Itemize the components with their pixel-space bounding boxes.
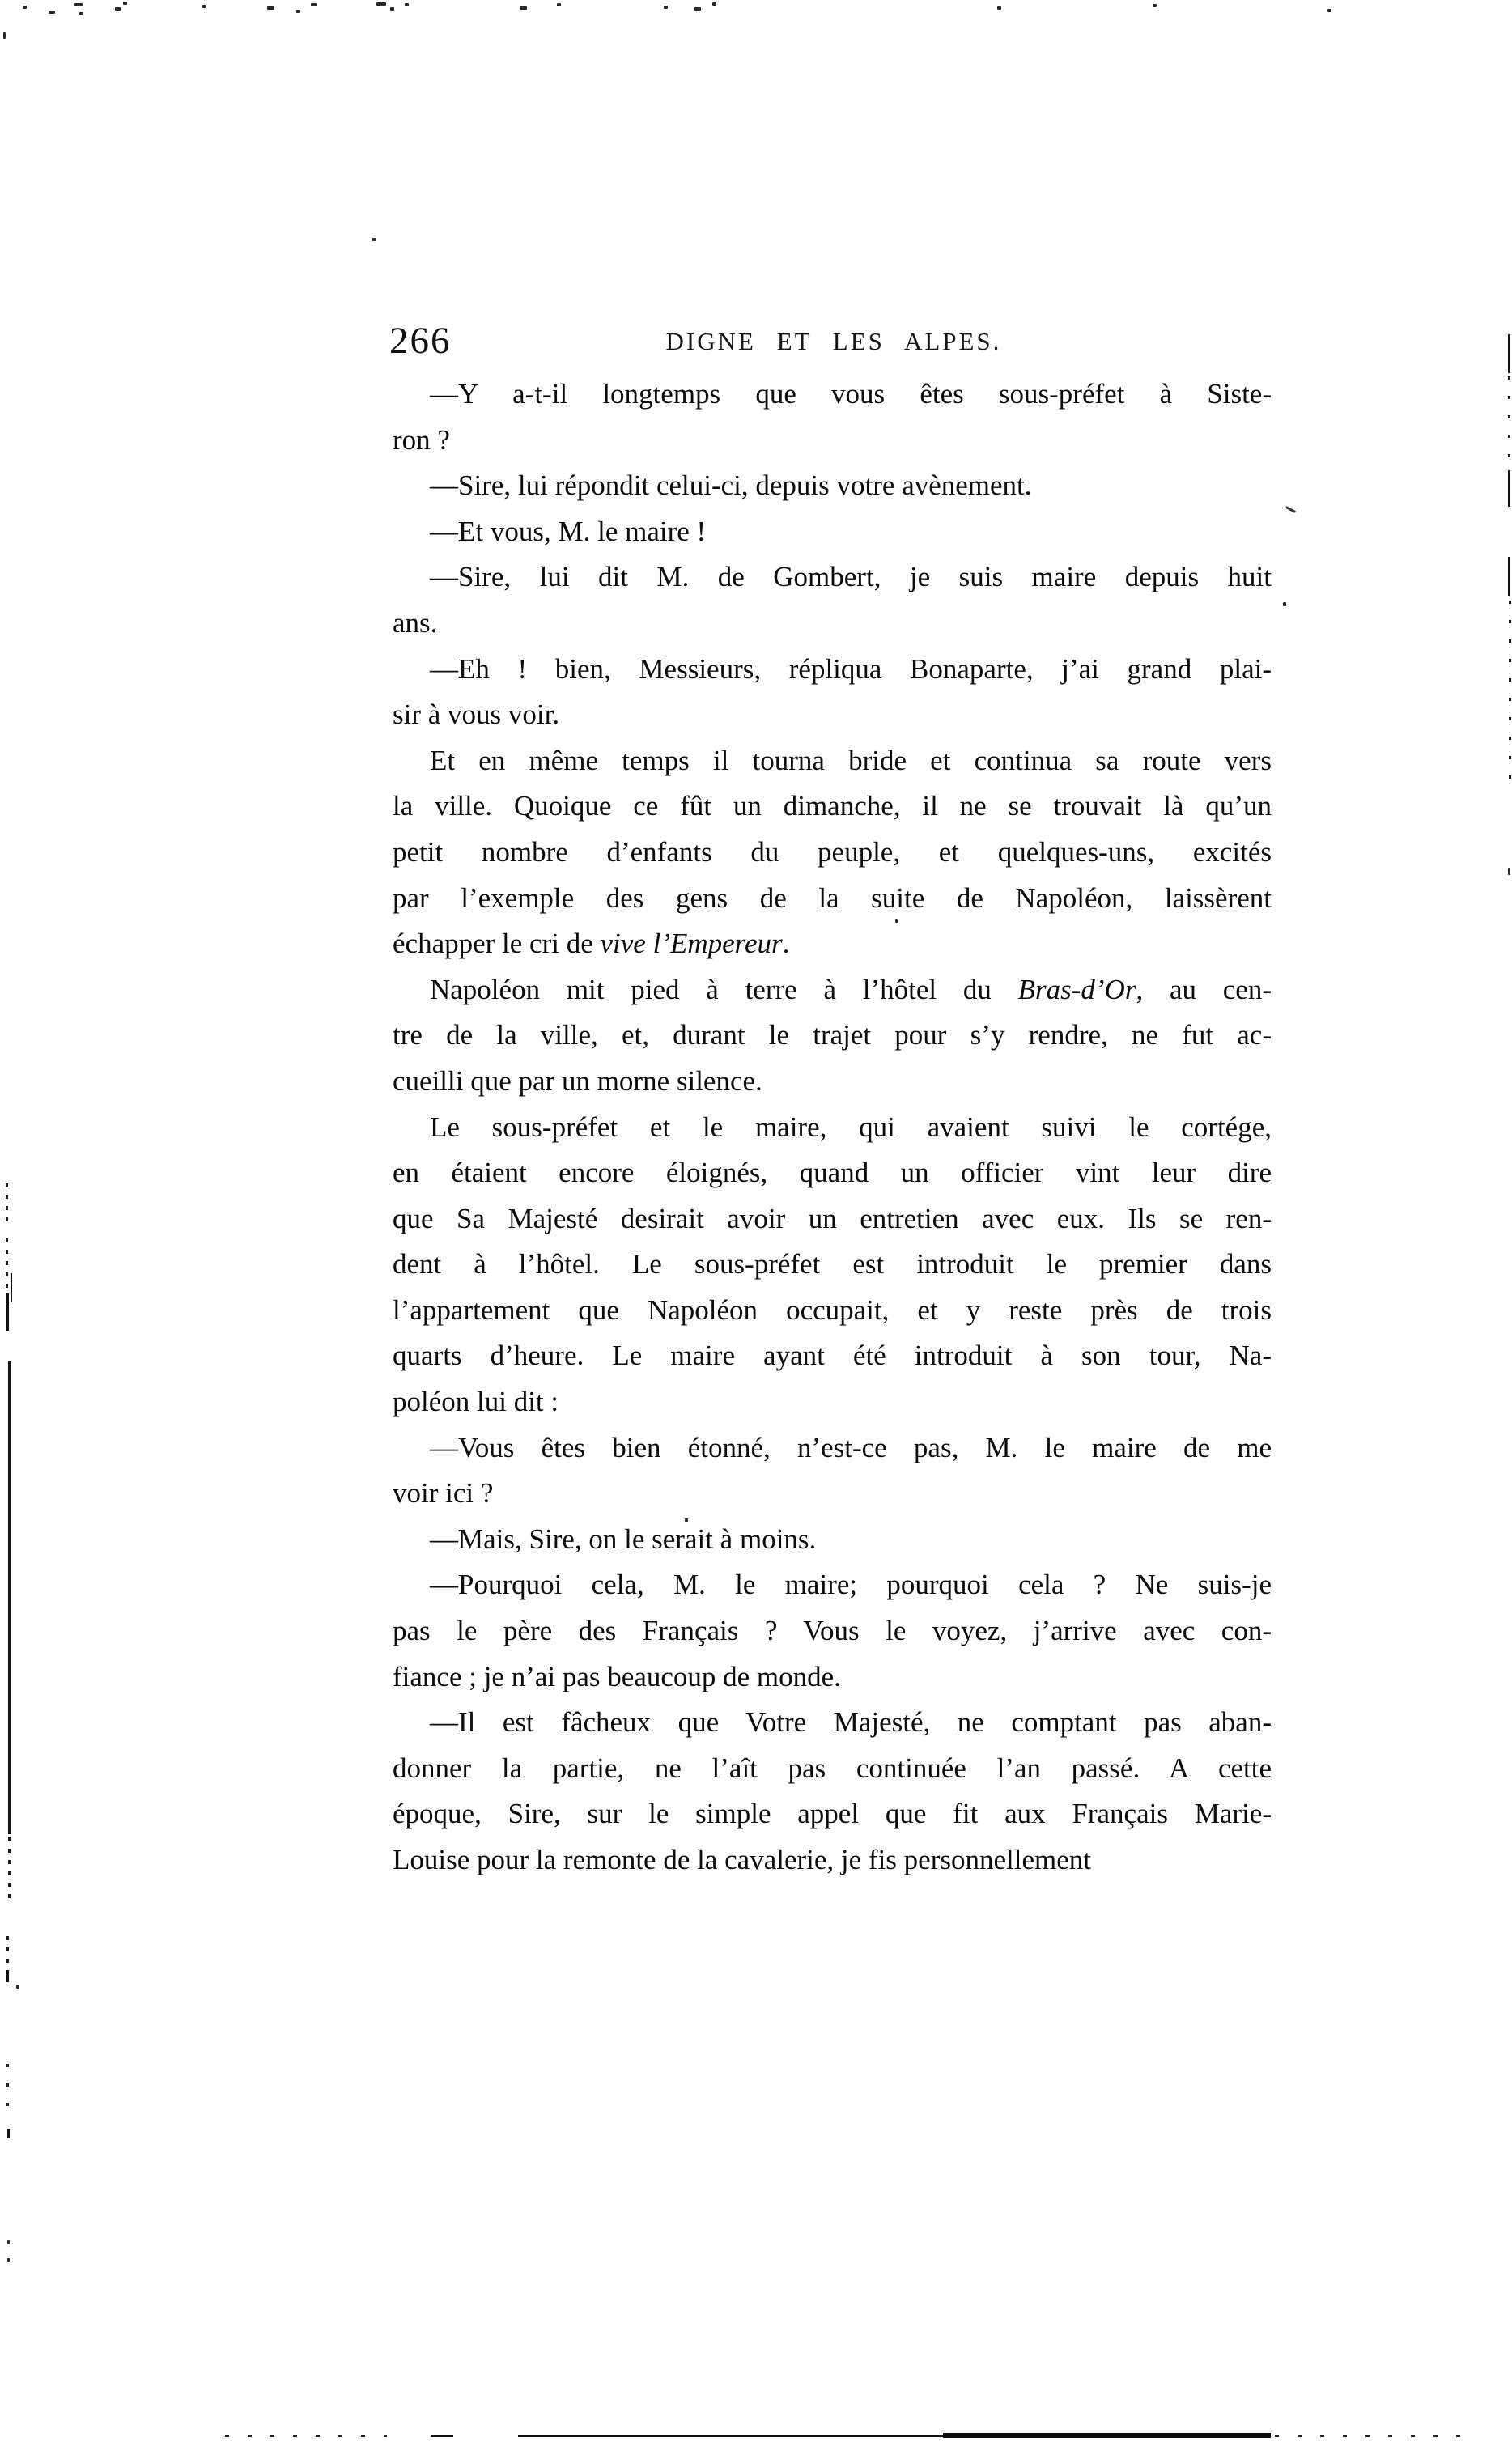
text-line-25 (393, 1471, 1272, 1517)
text-line-11 (393, 830, 1272, 876)
text-segment: —Il est fâcheux que Votre Majesté, ne comptant pas aban- (430, 1706, 1272, 1739)
scan-artifact (16, 1985, 19, 1989)
scan-artifact (7, 2258, 10, 2262)
scan-artifact (372, 238, 376, 241)
text-line-27 (393, 1562, 1272, 1608)
text-segment: Et en même temps il tourna bride et continua sa route vers (430, 744, 1272, 776)
text-line-13 (393, 921, 1272, 967)
scan-artifact (943, 2433, 1271, 2438)
scan-artifact (376, 2, 386, 6)
scan-artifact (712, 2, 716, 6)
scan-artifact (1285, 506, 1296, 513)
text-segment: fiance ; je n’ai pas beaucoup de monde. (393, 1660, 841, 1692)
italic-phrase: vive l’Empereur (600, 928, 783, 960)
text-line-5 (393, 554, 1272, 601)
scan-artifact (1283, 602, 1286, 606)
text-line-31 (393, 1746, 1272, 1792)
scan-artifact (6, 1238, 8, 1290)
text-line-19 (393, 1196, 1272, 1242)
scan-artifact (296, 10, 300, 13)
text-line-14 (393, 967, 1272, 1013)
italic-phrase: Bras-d’Or (1017, 973, 1136, 1005)
text-line-28 (393, 1608, 1272, 1654)
text-line-18 (393, 1150, 1272, 1196)
text-line-30 (393, 1700, 1272, 1746)
scan-artifact (1153, 4, 1157, 7)
text-segment: poléon lui dit : (393, 1386, 559, 1418)
text-segment: l’appartement que Napoléon occupait, et y reste près de trois (393, 1293, 1272, 1326)
text-segment: quarts d’heure. Le maire ayant été introduit à son tour, Na- (393, 1340, 1272, 1372)
scan-artifact (123, 2, 127, 5)
text-line-17 (393, 1105, 1272, 1151)
scan-artifact (431, 2435, 453, 2437)
scan-artifact (23, 6, 27, 9)
text-segment: ron ? (393, 423, 450, 456)
scan-artifact (74, 3, 83, 6)
page-number: 266 (389, 320, 452, 362)
text-line-3 (393, 463, 1272, 509)
scan-artifact (267, 6, 274, 10)
scan-artifact (49, 11, 55, 14)
running-header: DIGNE ET LES ALPES. (665, 327, 1002, 355)
scan-artifact (115, 7, 121, 11)
text-segment: pas le père des Français ? Vous le voyez, j’arrive avec con- (393, 1615, 1272, 1647)
text-segment: —Et vous, M. le maire ! (430, 515, 707, 547)
text-line-10 (393, 784, 1272, 830)
scan-artifact (664, 6, 668, 9)
text-line-29 (393, 1654, 1272, 1701)
scan-artifact (6, 1293, 9, 1331)
scan-artifact (520, 6, 527, 10)
scan-artifact (6, 2064, 9, 2114)
text-segment: —Y a-t-il longtemps que vous êtes sous-préfet à Siste- (430, 378, 1272, 410)
text-segment: Napoléon mit pied à terre à l’hôtel du (430, 973, 1018, 1005)
text-segment: tre de la ville, et, durant le trajet pour s’y rendre, ne fut ac- (393, 1019, 1272, 1051)
scan-artifact (405, 3, 409, 6)
text-line-9 (393, 738, 1272, 784)
text-segment: en étaient encore éloignés, quand un officier vint leur dire (393, 1157, 1272, 1189)
text-line-26 (393, 1517, 1272, 1563)
scan-artifact (6, 1970, 9, 1982)
text-segment: —Mais, Sire, on le serait à moins. (430, 1523, 817, 1555)
text-segment: Louise pour la remonte de la cavalerie, je fis personnellement (393, 1844, 1091, 1875)
text-line-22 (393, 1333, 1272, 1379)
text-segment: . (782, 928, 790, 960)
scan-artifact (685, 1518, 688, 1522)
scan-artifact (1508, 557, 1510, 596)
text-line-12 (393, 876, 1272, 922)
text-segment: par l’exemple des gens de la suite de Napoléon, laissèrent (393, 881, 1272, 914)
text-segment: dent à l’hôtel. Le sous-préfet est introduit le premier dans (393, 1248, 1272, 1280)
text-segment: petit nombre d’enfants du peuple, et quelques-uns, excités (393, 835, 1272, 868)
text-segment: la ville. Quoique ce fût un dimanche, il ne se trouvait là qu’un (393, 790, 1272, 822)
scan-artifact (1509, 601, 1511, 787)
text-line-6 (393, 601, 1272, 647)
text-line-16 (393, 1059, 1272, 1105)
scan-artifact (79, 12, 83, 15)
text-segment: —Vous êtes bien étonné, n’est-ce pas, M. le maire de me (430, 1431, 1272, 1463)
text-segment: échapper le cri de (393, 928, 601, 960)
text-line-1 (393, 372, 1272, 418)
body-text (393, 372, 1272, 1884)
scan-artifact (8, 1361, 11, 1834)
scan-artifact (6, 1183, 8, 1224)
scan-artifact (1508, 868, 1510, 875)
text-segment: —Sire, lui répondit celui-ci, depuis votre avènement. (430, 469, 1032, 502)
scan-artifact (1508, 334, 1510, 373)
text-segment: Le sous-préfet et le maire, qui avaient suivi le cortége, (430, 1111, 1272, 1143)
text-segment: sir à vous voir. (393, 699, 560, 731)
scan-artifact (7, 2129, 10, 2138)
text-segment: donner la partie, ne l’aît pas continuée l’an passé. A cette (393, 1752, 1272, 1784)
text-line-15 (393, 1013, 1272, 1059)
text-line-21 (393, 1288, 1272, 1334)
scan-artifact (7, 2240, 10, 2244)
text-segment: , au cen- (1136, 973, 1272, 1005)
scan-artifact (225, 2435, 387, 2437)
text-segment: cueilli que par un morne silence. (393, 1064, 762, 1097)
text-line-4 (393, 509, 1272, 555)
text-line-7 (393, 647, 1272, 693)
text-segment: —Sire, lui dit M. de Gombert, je suis maire depuis huit (430, 561, 1272, 593)
scan-artifact (8, 1837, 11, 1902)
scan-artifact (518, 2435, 945, 2437)
scan-artifact (1327, 9, 1331, 12)
text-line-2 (393, 418, 1272, 464)
text-segment: époque, Sire, sur le simple appel que fit aux Français Marie- (393, 1798, 1272, 1830)
text-line-20 (393, 1242, 1272, 1288)
scan-artifact (1508, 376, 1510, 467)
text-line-8 (393, 692, 1272, 738)
scan-artifact (557, 3, 561, 6)
scan-artifact (3, 32, 6, 39)
text-segment: —Pourquoi cela, M. le maire; pourquoi cela ? Ne suis-je (430, 1569, 1272, 1601)
text-line-32 (393, 1791, 1272, 1837)
scan-artifact (311, 3, 317, 6)
scan-artifact (202, 5, 206, 8)
text-line-23 (393, 1379, 1272, 1425)
text-line-24 (393, 1425, 1272, 1472)
scan-artifact (1275, 2435, 1469, 2437)
scan-artifact (390, 7, 394, 11)
text-segment: voir ici ? (393, 1477, 494, 1510)
scan-artifact (997, 6, 1001, 10)
scan-artifact (6, 1936, 9, 1968)
scan-artifact (1508, 470, 1510, 507)
text-segment: que Sa Majesté desirait avoir un entretien avec eux. Ils se ren- (393, 1202, 1272, 1234)
scan-artifact (895, 919, 898, 923)
text-line-33 (393, 1837, 1272, 1884)
scan-artifact (11, 1273, 12, 1302)
text-segment: —Eh ! bien, Messieurs, répliqua Bonaparte, j’ai grand plai- (430, 652, 1272, 685)
scan-artifact (694, 7, 701, 11)
text-segment: ans. (393, 606, 438, 639)
